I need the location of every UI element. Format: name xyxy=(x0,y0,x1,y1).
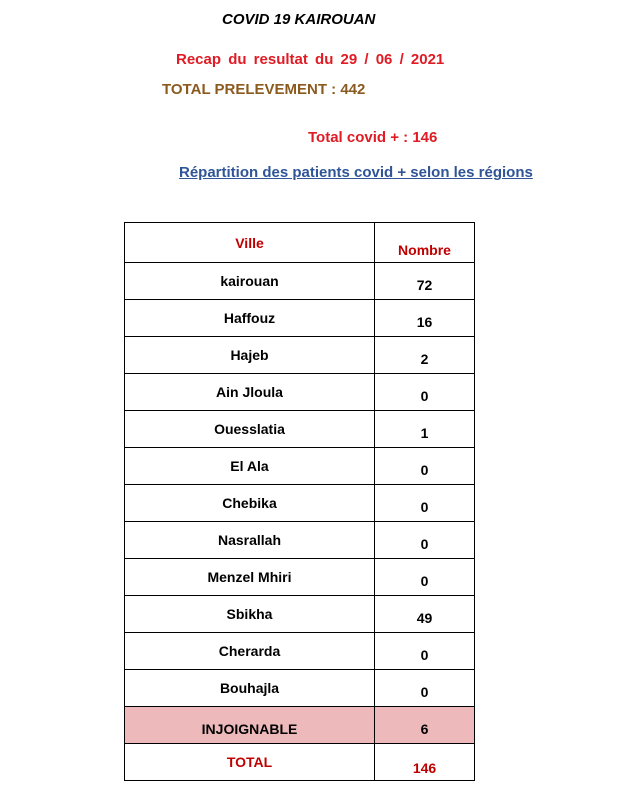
ville-cell: Haffouz xyxy=(125,300,375,337)
table-row xyxy=(125,337,475,374)
ville-cell: Sbikha xyxy=(125,596,375,633)
nombre-cell: 6 xyxy=(375,707,475,744)
underline-pad xyxy=(533,164,543,181)
nombre-cell: 0 xyxy=(375,485,475,522)
ville-cell: Hajeb xyxy=(125,337,375,374)
table-row xyxy=(125,559,475,596)
ville-cell: El Ala xyxy=(125,448,375,485)
recap-date-line: Recap du resultat du 29 / 06 / 2021 xyxy=(176,51,445,68)
ville-cell: INJOIGNABLE xyxy=(125,707,375,744)
document-title: COVID 19 KAIROUAN xyxy=(222,11,376,28)
nombre-cell: 0 xyxy=(375,633,475,670)
ville-cell: Nasrallah xyxy=(125,522,375,559)
ville-cell: TOTAL xyxy=(125,744,375,781)
ville-cell: Chebika xyxy=(125,485,375,522)
ville-cell: Ain Jloula xyxy=(125,374,375,411)
nombre-cell: 1 xyxy=(375,411,475,448)
ville-cell: kairouan xyxy=(125,263,375,300)
nombre-cell: 146 xyxy=(375,744,475,781)
ville-cell: Bouhajla xyxy=(125,670,375,707)
repartition-heading xyxy=(179,164,543,181)
table-row xyxy=(125,411,475,448)
total-covid-positive: Total covid + : 146 xyxy=(308,129,438,146)
nombre-cell: 0 xyxy=(375,448,475,485)
repartition-heading-text: Répartition des patients covid + selon les régions xyxy=(179,164,533,181)
table-row xyxy=(125,596,475,633)
nombre-cell: 0 xyxy=(375,374,475,411)
nombre-cell: 16 xyxy=(375,300,475,337)
table-row xyxy=(125,448,475,485)
ville-cell: Menzel Mhiri xyxy=(125,559,375,596)
injoignable-row xyxy=(125,707,475,744)
header-nombre: Nombre xyxy=(375,223,475,263)
ville-cell: Cherarda xyxy=(125,633,375,670)
nombre-cell: 0 xyxy=(375,559,475,596)
table-row xyxy=(125,522,475,559)
table-row xyxy=(125,263,475,300)
nombre-cell: 2 xyxy=(375,337,475,374)
nombre-cell: 0 xyxy=(375,670,475,707)
nombre-cell: 0 xyxy=(375,522,475,559)
nombre-cell: 49 xyxy=(375,596,475,633)
regions-table xyxy=(124,222,475,781)
regions-table-body xyxy=(125,223,475,781)
table-row xyxy=(125,670,475,707)
nombre-cell: 72 xyxy=(375,263,475,300)
header-ville: Ville xyxy=(125,223,375,263)
table-row xyxy=(125,374,475,411)
total-prelevement: TOTAL PRELEVEMENT : 442 xyxy=(162,81,366,98)
table-row xyxy=(125,300,475,337)
table-header-row xyxy=(125,223,475,263)
total-row xyxy=(125,744,475,781)
table-row xyxy=(125,485,475,522)
table-row xyxy=(125,633,475,670)
ville-cell: Ouesslatia xyxy=(125,411,375,448)
